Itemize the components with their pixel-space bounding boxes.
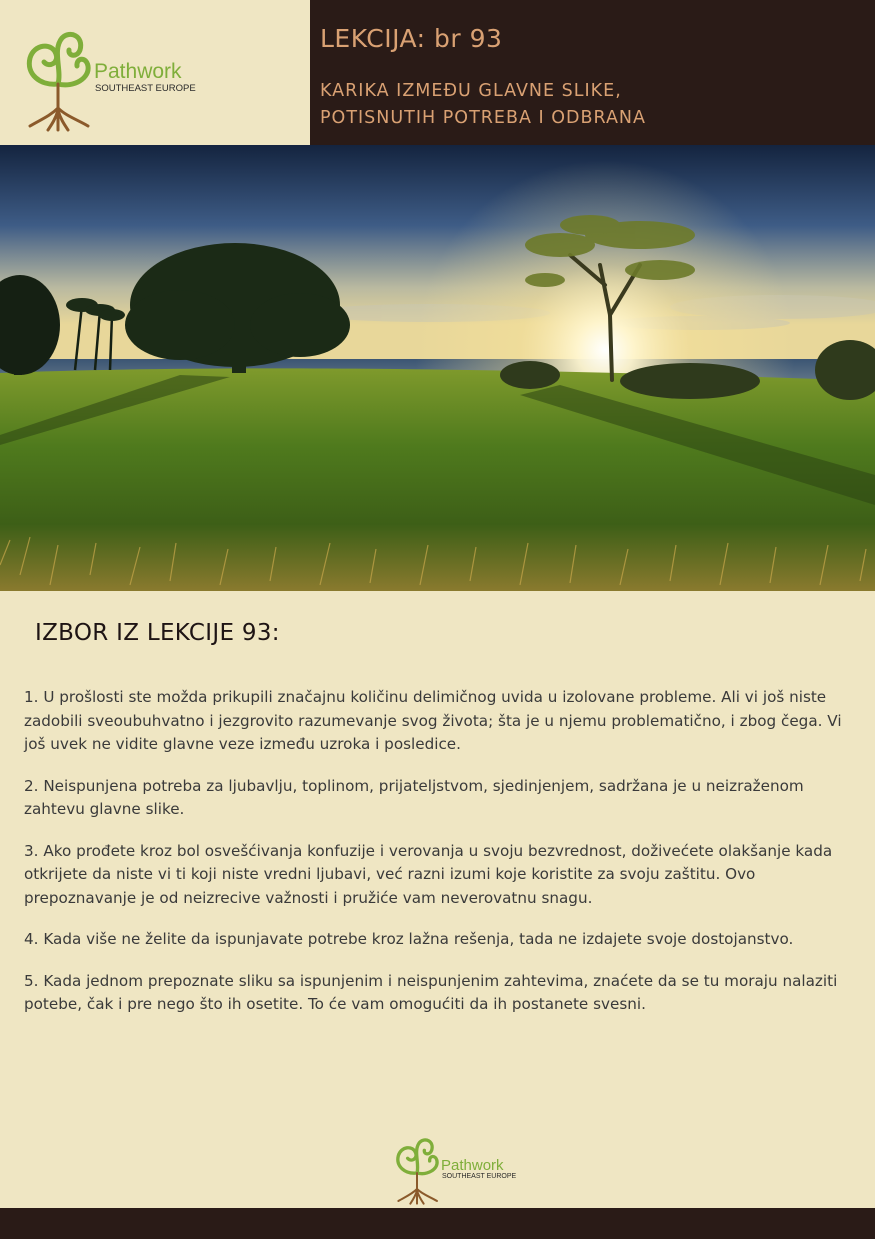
excerpt-1: 1. U prošlosti ste možda prikupili značajnu količinu delimičnog uvida u izolovane probleme. Ali vi još niste zadobili sveoubuhvatno i jezgrovito razumevanje svog života; šta je u njemu problematično, i zbog čega. Vi još uvek ne vidite glavne veze između uzroka i posledice. bbox=[24, 688, 842, 753]
lesson-title-line-1: KARIKA IZMEĐU GLAVNE SLIKE, bbox=[320, 81, 622, 101]
footer-brand-region: SOUTHEAST EUROPE bbox=[442, 1173, 517, 1180]
brand-region: SOUTHEAST EUROPE bbox=[95, 83, 196, 94]
section-heading: IZBOR IZ LEKCIJE 93: bbox=[35, 620, 280, 646]
excerpt-2: 2. Neispunjena potreba za ljubavlju, toplinom, prijateljstvom, sjedinjenjem, sadržana je u neizraženom zahtevu glavne slike. bbox=[24, 776, 804, 818]
hero-image bbox=[0, 145, 875, 591]
tree-spiral-logo-icon bbox=[22, 30, 94, 132]
excerpt-5: 5. Kada jednom prepoznate sliku sa ispunjenim i neispunjenim zahtevima, znaćete da se tu moraju nalaziti potebe, čak i pre nego što ih osetite. To će vam omogućiti da ih postanete svesni. bbox=[24, 971, 838, 1013]
brand-name: Pathwork bbox=[94, 60, 182, 83]
lesson-title-line-2: POTISNUTIH POTREBA I ODBRANA bbox=[320, 108, 646, 128]
footer-brand-name: Pathwork bbox=[441, 1157, 504, 1174]
footer-tree-spiral-logo-icon bbox=[393, 1136, 441, 1206]
lesson-label: LEKCIJA: br 93 bbox=[320, 24, 503, 53]
lesson-title bbox=[320, 78, 870, 132]
excerpt-3: 3. Ako prođete kroz bol osvešćivanja konfuzije i verovanja u svoju bezvrednost, doživećete olakšanje kada otkrijete da niste vi ti koji niste vredni ljubavi, već razni izumi koje koristite za svoju zaštitu. Ovo prepoznavanje je od neizrecive važnosti i pružiće vam neverovatnu snagu. bbox=[24, 841, 833, 907]
lesson-excerpts bbox=[24, 686, 844, 1035]
footer-bar bbox=[0, 1208, 875, 1239]
header-logo-panel bbox=[0, 0, 310, 145]
lesson-header bbox=[310, 0, 875, 145]
excerpt-4: 4. Kada više ne želite da ispunjavate potrebe kroz lažna rešenja, tada ne izdajete svoje dostojanstvo. bbox=[24, 930, 794, 948]
